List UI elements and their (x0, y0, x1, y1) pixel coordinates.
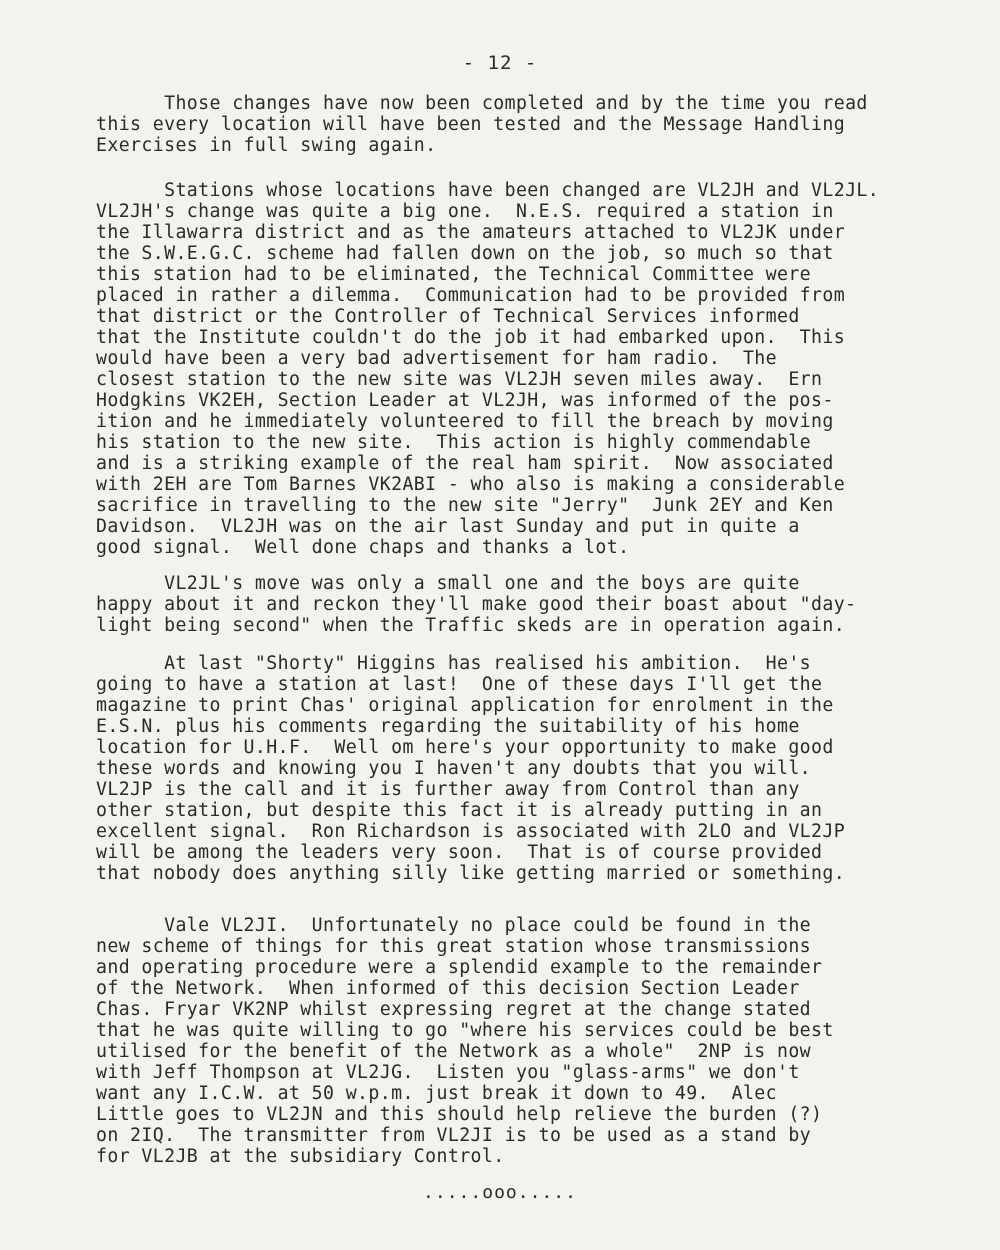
text-line: these words and knowing you I haven't any doubts that you will. (96, 758, 812, 779)
text-line: utilised for the benefit of the Network as a whole" 2NP is now (96, 1041, 812, 1062)
text-line: good signal. Well done chaps and thanks a lot. (96, 537, 630, 558)
text-line: for VL2JB at the subsidiary Control. (96, 1146, 505, 1167)
text-line: the S.W.E.G.C. scheme had fallen down on the job, so much so that (96, 243, 834, 264)
paragraph-shorty-higgins (96, 653, 956, 884)
text-line: location for U.H.F. Well om here's your opportunity to make good (96, 737, 834, 758)
text-line: with Jeff Thompson at VL2JG. Listen you "glass-arms" we don't (96, 1062, 800, 1083)
text-line: E.S.N. plus his comments regarding the suitability of his home (96, 716, 800, 737)
text-line: happy about it and reckon they'll make good their boast about "day- (96, 594, 857, 615)
text-line: will be among the leaders very soon. That is of course provided (96, 842, 823, 863)
text-line: the Illawarra district and as the amateurs attached to VL2JK under (96, 222, 846, 243)
text-line: VL2JL's move was only a small one and the boys are quite (96, 573, 800, 594)
text-line: VL2JP is the call and it is further away from Control than any (96, 779, 800, 800)
text-line: Little goes to VL2JN and this should help relieve the burden (?) (96, 1104, 823, 1125)
text-line: Vale VL2JI. Unfortunately no place could be found in the (96, 915, 812, 936)
text-line: Those changes have now been completed and by the time you read (96, 93, 868, 114)
text-line: sacrifice in travelling to the new site "Jerry" Junk 2EY and Ken (96, 495, 834, 516)
section-divider: .....ooo..... (423, 1182, 577, 1203)
text-line: and operating procedure were a splendid example to the remainder (96, 957, 823, 978)
text-line: Stations whose locations have been changed are VL2JH and VL2JL. (96, 180, 880, 201)
text-line: Davidson. VL2JH was on the air last Sunday and put in quite a (96, 516, 800, 537)
text-line: of the Network. When informed of this decision Section Leader (96, 978, 800, 999)
paragraph-vale-vl2ji (96, 915, 956, 1167)
text-line: his station to the new site. This action is highly commendable (96, 432, 812, 453)
text-line: going to have a station at last! One of these days I'll get the (96, 674, 823, 695)
text-line: light being second" when the Traffic skeds are in operation again. (96, 615, 846, 636)
text-line: that district or the Controller of Technical Services informed (96, 306, 800, 327)
page-number: - 12 - (462, 52, 538, 74)
paragraph-changes-completed (96, 93, 956, 156)
text-line: want any I.C.W. at 50 w.p.m. just break it down to 49. Alec (96, 1083, 777, 1104)
text-line: excellent signal. Ron Richardson is associated with 2LO and VL2JP (96, 821, 846, 842)
text-line: Hodgkins VK2EH, Section Leader at VL2JH, was informed of the pos- (96, 390, 834, 411)
text-line: this every location will have been tested and the Message Handling (96, 114, 846, 135)
text-line: other station, but despite this fact it is already putting in an (96, 800, 823, 821)
text-line: would have been a very bad advertisement for ham radio. The (96, 348, 777, 369)
paragraph-vl2jl-move (96, 573, 956, 636)
text-line: that he was quite willing to go "where his services could be best (96, 1020, 834, 1041)
text-line: magazine to print Chas' original application for enrolment in the (96, 695, 834, 716)
paragraph-stations-changed (96, 180, 956, 558)
text-line: that nobody does anything silly like getting married or something. (96, 863, 846, 884)
text-line: that the Institute couldn't do the job it had embarked upon. This (96, 327, 846, 348)
text-line: At last "Shorty" Higgins has realised his ambition. He's (96, 653, 812, 674)
text-line: Chas. Fryar VK2NP whilst expressing regret at the change stated (96, 999, 812, 1020)
text-line: closest station to the new site was VL2JH seven miles away. Ern (96, 369, 823, 390)
text-line: new scheme of things for this great station whose transmissions (96, 936, 812, 957)
text-line: with 2EH are Tom Barnes VK2ABI - who also is making a considerable (96, 474, 846, 495)
text-line: VL2JH's change was quite a big one. N.E.S. required a station in (96, 201, 834, 222)
text-line: placed in rather a dilemma. Communication had to be provided from (96, 285, 846, 306)
text-line: this station had to be eliminated, the Technical Committee were (96, 264, 812, 285)
text-line: Exercises in full swing again. (96, 135, 437, 156)
text-line: and is a striking example of the real ham spirit. Now associated (96, 453, 834, 474)
text-line: on 2IQ. The transmitter from VL2JI is to be used as a stand by (96, 1125, 812, 1146)
text-line: ition and he immediately volunteered to fill the breach by moving (96, 411, 834, 432)
